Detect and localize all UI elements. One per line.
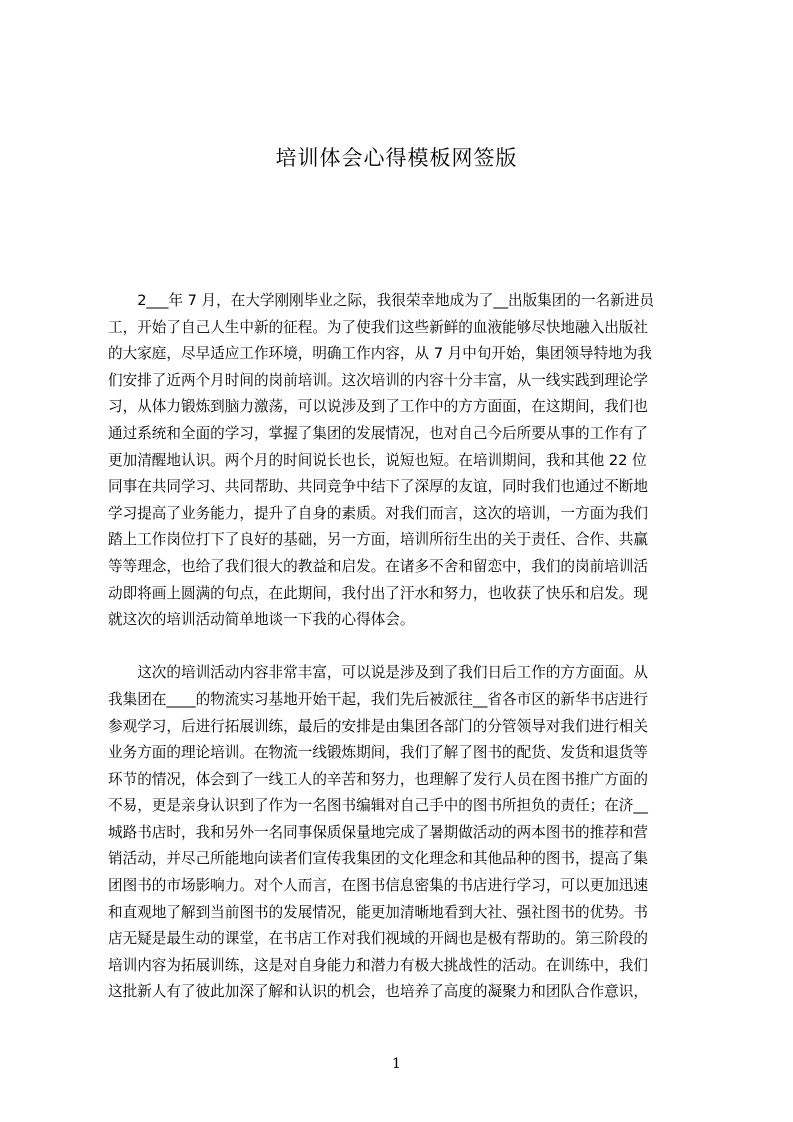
text-line: 就这次的培训活动简单地谈一下我的心得体会。 [108,611,415,629]
text-line: 踏上工作岗位打下了良好的基础，另一方面，培训所衍生出的关于责任、合作、共赢 [108,531,648,549]
text-line: 学习提高了业务能力，提升了自身的素质。对我们而言，这次的培训，一方面为我们 [108,504,648,522]
paragraph-gap [108,634,698,661]
text-line: 参观学习，后进行拓展训练，最后的安排是由集团各部门的分管领导对我们进行相关 [108,717,648,735]
text-line: 这次的培训活动内容非常丰富，可以说是涉及到了我们日后工作的方方面面。从 [108,664,648,682]
text-line: 等等理念，也给了我们很大的教益和启发。在诸多不舍和留恋中，我们的岗前培训活 [108,557,648,575]
text-line: 和直观地了解到当前图书的发展情况，能更加清晰地看到大社、强社图书的优势。书 [108,903,648,921]
paragraph-1 [108,288,698,634]
text-line: 习，从体力锻炼到脑力激荡，可以说涉及到了工作中的方方面面，在这期间，我们也 [108,398,648,416]
text-line: 城路书店时，我和另外一名同事保质保量地完成了暑期做活动的两本图书的推荐和营 [108,823,648,841]
text-line: 店无疑是最生动的课堂，在书店工作对我们视域的开阔也是极有帮助的。第三阶段的 [108,930,648,948]
text-line: 同事在共同学习、共同帮助、共同竞争中结下了深厚的友谊，同时我们也通过不断地 [108,478,648,496]
text-line: 这批新人有了彼此加深了解和认识的机会，也培养了高度的凝聚力和团队合作意识， [108,983,648,1001]
text-line: 动即将画上圆满的句点，在此期间，我付出了汗水和努力，也收获了快乐和启发。现 [108,584,648,602]
document-body [108,288,698,1006]
text-line: 销活动，并尽己所能地向读者们宣传我集团的文化理念和其他品种的图书，提高了集 [108,850,648,868]
text-line: 们安排了近两个月时间的岗前培训。这次培训的内容十分丰富，从一线实践到理论学 [108,371,648,389]
text-line: 业务方面的理论培训。在物流一线锻炼期间，我们了解了图书的配货、发货和退货等 [108,744,648,762]
text-line: 培训内容为拓展训练，这是对自身能力和潜力有极大挑战性的活动。在训练中，我们 [108,956,648,974]
text-line: 我集团在____的物流实习基地开始干起，我们先后被派往__省各市区的新华书店进行 [108,690,648,708]
text-line: 工，开始了自己人生中新的征程。为了使我们这些新鲜的血液能够尽快地融入出版社 [108,318,648,336]
text-line: 团图书的市场影响力。对个人而言，在图书信息密集的书店进行学习，可以更加迅速 [108,877,648,895]
text-line: 更加清醒地认识。两个月的时间说长也长，说短也短。在培训期间，我和其他 22 位 [108,451,647,469]
text-line: 的大家庭，尽早适应工作环境，明确工作内容，从 7 月中旬开始，集团领导特地为我 [108,345,652,363]
document-title: 培训体会心得模板网签版 [275,146,518,170]
page-number: 1 [392,1056,401,1072]
text-line: 环节的情况，体会到了一线工人的辛苦和努力，也理解了发行人员在图书推广方面的 [108,770,648,788]
text-line: 2___年 7 月，在大学刚刚毕业之际，我很荣幸地成为了__出版集团的一名新进员 [108,292,654,309]
paragraph-2 [108,660,698,1006]
text-line: 通过系统和全面的学习，掌握了集团的发展情况，也对自己今后所要从事的工作有了 [108,424,648,442]
text-line: 不易，更是亲身认识到了作为一名图书编辑对自己手中的图书所担负的责任；在济__ [108,797,648,815]
